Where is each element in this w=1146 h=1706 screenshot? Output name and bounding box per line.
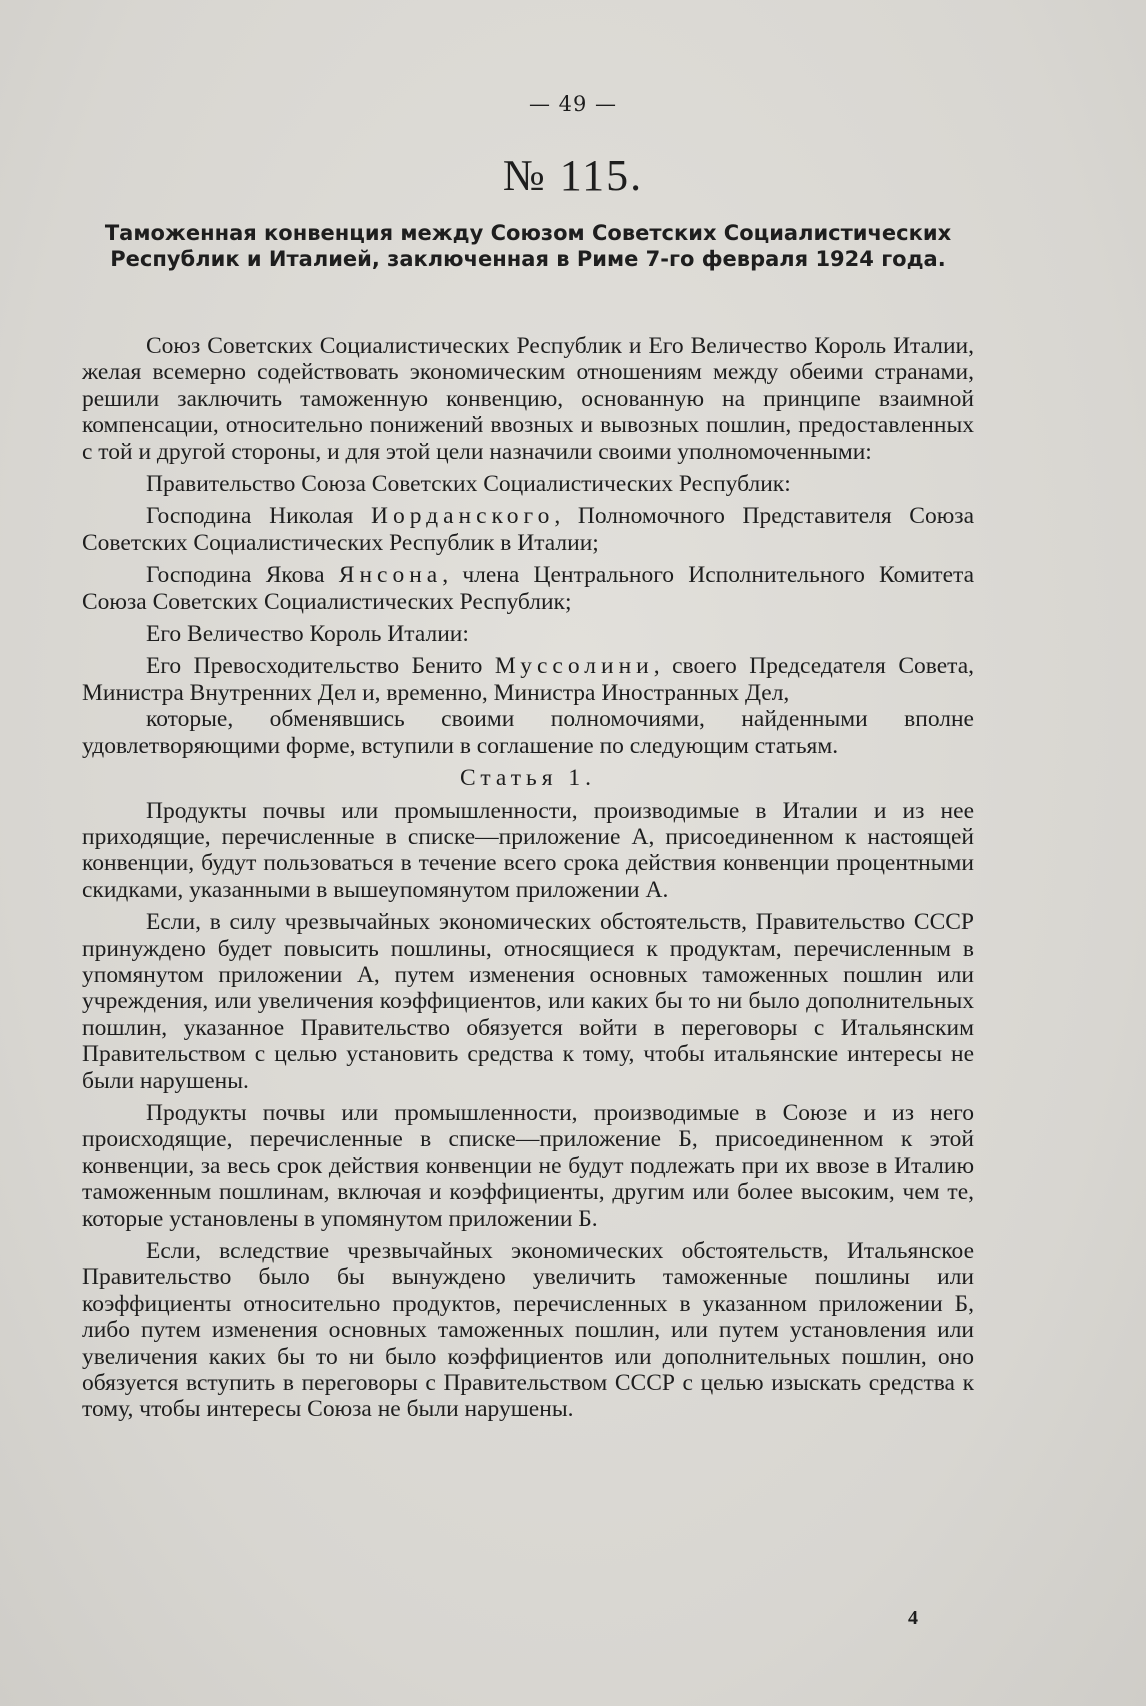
paragraph-credentials: которые, обменявшись своими полномочиями, найденными вполне удовлетворяющими форме, вступили в соглашение по следующим статьям. [82, 706, 974, 759]
page-number: — 49 — [528, 92, 618, 116]
text-fragment: , члена Центрального Исполнительного Комитета Союза Советских Социалистических Республик; [82, 562, 974, 615]
text-fragment: Господина Якова [146, 562, 339, 589]
paragraph-mussolini [82, 653, 974, 706]
paragraph-iordansky [82, 503, 974, 556]
printer-signature-mark: 4 [908, 1607, 918, 1629]
name-iordansky: Иорданского [370, 503, 555, 530]
text-fragment: Господина Николая [146, 503, 371, 530]
text-fragment: , своего Председателя Совета, Министра Внутренних Дел и, временно, Министра Иностранных Дел, [82, 653, 974, 706]
paragraph-yanson [82, 562, 974, 615]
paragraph-king-of-italy: Его Величество Король Италии: [146, 621, 469, 648]
text-fragment: , Полномочного Представителя Союза Советских Социалистических Республик в Италии; [82, 503, 974, 556]
paragraph-article-1-c: Продукты почвы или промышленности, производимые в Союзе и из него происходящие, перечисленные в списке—приложение Б, присоединенном к этой конвенции, за весь срок действия конвенции не будут подлежать при их ввозе в Италию таможенным пошлинам, включая и коэффициенты, другим или более высоким, чем те, которые установлены в упомянутом приложении Б. [82, 1099, 974, 1232]
document-body [82, 333, 974, 1423]
name-mussolini: Муссолини [494, 653, 654, 680]
paragraph-article-1-a: Продукты почвы или промышленности, производимые в Италии и из нее приходящие, перечисленные в списке—приложение А, присоединенном к настоящей конвенции, будут пользоваться в течение всего срока действия конвенции процентными скидками, указанными в вышеупомянутом приложении А. [82, 797, 974, 903]
paragraph-ussr-government: Правительство Союза Советских Социалистических Республик: [146, 471, 791, 498]
name-yanson: Янсона [338, 562, 443, 589]
paragraph-article-1-d: Если, вследствие чрезвычайных экономических обстоятельств, Итальянское Правительство было бы вынуждено увеличить таможенные пошлины или коэффициенты относительно продуктов, перечисленных в указанном приложении Б, либо путем изменения основных таможенных пошлин, или путем установления или увеличения каких бы то ни было коэффициентов или дополнительных пошлин, оно обязуется вступить в переговоры с Правительством СССР с целью изыскать средства к тому, чтобы интересы Союза не были нарушены. [82, 1238, 974, 1423]
document-title: Таможенная конвенция между Союзом Советских Социалистических Республик и Италией, заключенная в Риме 7-го февраля 1924 года. [104, 221, 952, 271]
paragraph-article-1-b: Если, в силу чрезвычайных экономических обстоятельств, Правительство СССР принуждено будет повысить пошлины, относящиеся к продуктам, перечисленным в упомянутом приложении А, путем изменения основных таможенных пошлин или учреждения, или увеличения коэффициентов, или каких бы то ни было дополнительных пошлин, указанное Правительство обязуется войти в переговоры с Итальянским Правительством с целью установить средства к тому, чтобы итальянские интересы не были нарушены. [82, 909, 974, 1094]
text-fragment: Его Превосходительство Бенито [146, 653, 495, 680]
paragraph-preamble: Союз Советских Социалистических Республик и Его Величество Король Италии, желая всемерно содействовать экономическим отношениям между обеими странами, решили заключить таможенную конвенцию, основанную на принципе взаимной компенсации, относительно понижений ввозных и вывозных пошлин, предоставленных с той и другой стороны, и для этой цели назначили своими уполномоченными: [82, 333, 974, 465]
document-number: № 115. [502, 151, 644, 200]
article-heading: Статья 1. [459, 765, 597, 792]
